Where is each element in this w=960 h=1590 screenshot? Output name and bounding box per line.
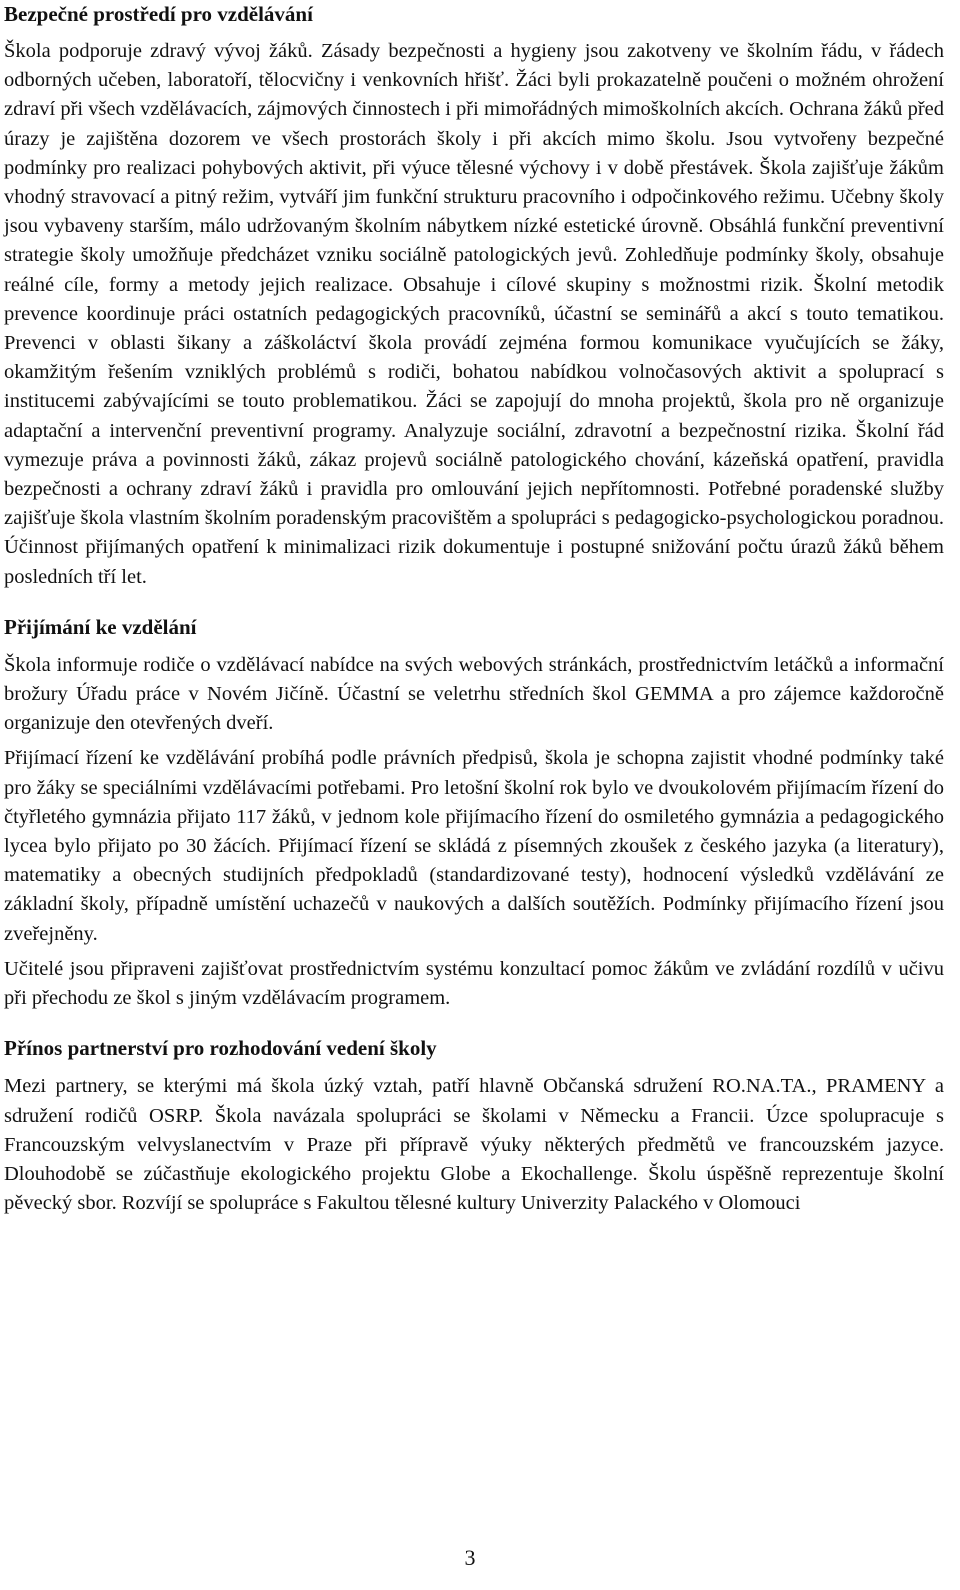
section-heading: Přínos partnerství pro rozhodování vedení školy — [4, 1036, 437, 1061]
section-safe-environment — [4, 1, 944, 592]
section-partnership — [4, 1035, 944, 1218]
section-heading: Přijímání ke vzdělání — [4, 614, 197, 639]
section-paragraph: Přijímací řízení ke vzdělávání probíhá podle právních předpisů, škola je schopna zajistit vhodné podmínky také pro žáky se speciálními vzdělávacími potřebami. Pro letošní školní rok bylo ve dvoukolovém přijímacím řízení do čtyřletého gymnázia přijato 117 žáků, v jednom kole přijímacího řízení do osmiletého gymnázia a pedagogického lycea bylo přijato po 30 žácích. Přijímací řízení se skládá z písemných zkoušek z českého jazyka (a literatury), matematiky a obecných studijních předpokladů (standardizované testy), hodnocení výsledků vzdělávání ze základní školy, případně umístění uchazečů v naukových a dalších soutěžích. Podmínky přijímacího řízení jsou zveřejněny. — [4, 747, 944, 945]
document-page — [4, 0, 944, 1218]
section-admission — [4, 614, 944, 1013]
section-heading: Bezpečné prostředí pro vzdělávání — [4, 2, 313, 26]
section-paragraph: Škola podporuje zdravý vývoj žáků. Zásady bezpečnosti a hygieny jsou zakotveny ve školním řádu, v řádech odborných učeben, laboratoří, tělocvičny i venkovních hřišť. Žáci byli prokazatelně poučeni o možném ohrožení zdraví při všech vzdělávacích, zájmových činnostech i při mimořádných mimoškolních akcích. Ochrana žáků před úrazy je zajištěna dozorem ve všech prostorách školy i při akcích mimo školu. Jsou vytvořeny bezpečné podmínky pro realizaci pohybových aktivit, při výuce tělesné výchovy i v době přestávek. Škola zajišťuje žákům vhodný stravovací a pitný režim, vytváří jim funkční strukturu pracovního i odpočinkového režimu. Učebny školy jsou vybaveny starším, málo udržovaným školním nábytkem nízké estetické úrovně. Obsáhlá funkční preventivní strategie školy umožňuje předcházet vzniku sociálně patologických jevů. Zohledňuje podmínky školy, obsahuje reálné cíle, formy a metody jejich realizace. Obsahuje i cílové skupiny s možnostmi rizik. Školní metodik prevence koordinuje práci ostatních pedagogických pracovníků, účastní se seminářů a akcí s touto tematikou. Prevenci v oblasti šikany a záškoláctví škola provádí zejména formou komunikace vyučujících se žáky, okamžitým řešením vzniklých problémů s rodiči, bohatou nabídkou volnočasových aktivit a spoluprací s institucemi zabývajícími se touto problematikou. Žáci se zapojují do mnoha projektů, škola pro ně organizuje adaptační a intervenční preventivní programy. Analyzuje sociální, zdravotní a bezpečnostní rizika. Školní řád vymezuje práva a povinnosti žáků, zákaz projevů sociálně patologického chování, kázeňská opatření, pravidla bezpečnosti a ochrany zdraví žáků i pravidla pro omlouvání jejich nepřítomnosti. Potřebné poradenské služby zajišťuje škola vlastním školním poradenským pracovištěm a spolupráci s pedagogicko-psychologickou poradnou. Účinnost přijímaných opatření k minimalizaci rizik dokumentuje i postupné snižování počtu úrazů žáků během posledních tří let. — [4, 40, 944, 588]
section-paragraph: Škola informuje rodiče o vzdělávací nabídce na svých webových stránkách, prostřednictvím letáčků a informační brožury Úřadu práce v Novém Jičíně. Účastní se veletrhu středních škol GEMMA a pro zájemce každoročně organizuje den otevřených dveří. — [4, 653, 944, 735]
section-paragraph: Mezi partnery, se kterými má škola úzký vztah, patří hlavně Občanská sdružení RO.NA.TA., PRAMENY a sdružení rodičů OSRP. Škola navázala spolupráci se školami v Německu a Francii. Úzce spolupracuje s Francouzským velvyslanectvím v Praze při přípravě výuky některých předmětů ve francouzském jazyce. Dlouhodobě se zúčastňuje ekologického projektu Globe a Ekochallenge. Školu úspěšně reprezentuje školní pěvecký sbor. Rozvíjí se spolupráce s Fakultou tělesné kultury Univerzity Palackého v Olomouci — [4, 1075, 944, 1215]
page-number: 3 — [464, 1545, 476, 1570]
section-paragraph: Učitelé jsou připraveni zajišťovat prostřednictvím systému konzultací pomoc žákům ve zvládání rozdílů v učivu při přechodu ze škol s jiným vzdělávacím programem. — [4, 957, 944, 1010]
